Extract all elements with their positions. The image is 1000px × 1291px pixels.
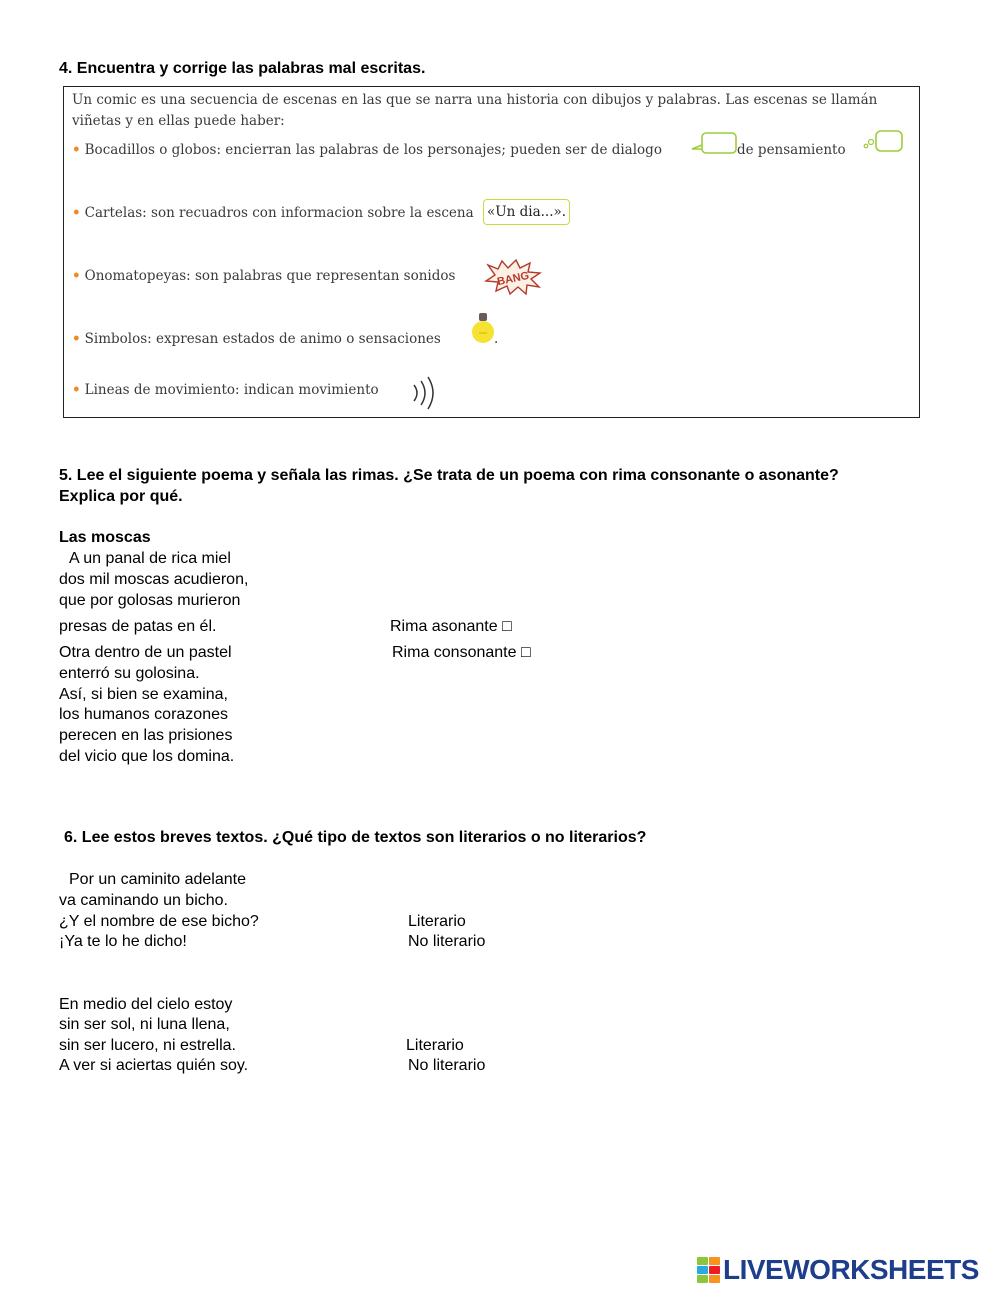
comic-text-box [63, 86, 920, 418]
logo-blocks-icon [697, 1257, 721, 1283]
text2-line: sin ser sol, ni luna llena, [59, 1016, 230, 1033]
poem-line: A un panal de rica miel [69, 550, 231, 567]
poem-line: enterró su golosina. [59, 665, 200, 682]
thought-bubble-icon [862, 129, 906, 157]
logo-text: LIVEWORKSHEETS [723, 1254, 979, 1285]
poem-line: que por golosas murieron [59, 592, 241, 609]
q6-title: 6. Lee estos breves textos. ¿Qué tipo de textos son literarios o no literarios? [64, 829, 647, 846]
text1-option-literario[interactable]: Literario [408, 913, 466, 930]
bullet-icon: • [72, 268, 81, 284]
liveworksheets-logo [697, 1255, 979, 1285]
q5-title-line2: Explica por qué. [59, 488, 183, 505]
poem-line: Otra dentro de un pastel [59, 644, 232, 661]
poem-line: perecen en las prisiones [59, 727, 233, 744]
q4-title: 4. Encuentra y corrige las palabras mal escritas. [59, 60, 426, 77]
comic-item-pensamiento: de pensamiento [737, 142, 846, 158]
text1-line: va caminando un bicho. [59, 892, 228, 909]
comic-intro-line1: Un comic es una secuencia de escenas en las que se narra una historia con dibujos y palabras. Las escenas se llamán [72, 92, 878, 108]
poem-line: los humanos corazones [59, 706, 228, 723]
text1-option-no-literario[interactable]: No literario [408, 933, 486, 950]
option-rima-asonante[interactable]: Rima asonante □ [390, 618, 512, 635]
bullet-icon: • [72, 205, 81, 221]
bang-icon [484, 259, 542, 295]
comic-intro-line2: viñetas y en ellas puede haber: [72, 113, 285, 129]
bullet-icon: • [72, 142, 81, 158]
motion-lines-icon [410, 375, 440, 413]
text1-line: ¿Y el nombre de ese bicho? [59, 913, 259, 930]
comic-item-bocadillos: • Bocadillos o globos: encierran las palabras de los personajes; pueden ser de dialogo [72, 142, 662, 158]
bullet-icon: • [72, 331, 81, 347]
text2-line: sin ser lucero, ni estrella. [59, 1037, 236, 1054]
text1-line: ¡Ya te lo he dicho! [59, 933, 187, 950]
text2-line: En medio del cielo estoy [59, 996, 233, 1013]
q5-title-line1: 5. Lee el siguiente poema y señala las rimas. ¿Se trata de un poema con rima consonante o asonante? [59, 467, 839, 484]
comic-item-onomatopeyas: • Onomatopeyas: son palabras que representan sonidos [72, 268, 456, 284]
text2-line: A ver si aciertas quién soy. [59, 1057, 249, 1074]
text1-line: Por un caminito adelante [69, 871, 246, 888]
text2-option-literario[interactable]: Literario [406, 1037, 464, 1054]
cartela-example: «Un dia...». [483, 199, 570, 225]
poem-line: presas de patas en él. [59, 618, 217, 635]
bullet-icon: • [72, 382, 81, 398]
text2-option-no-literario[interactable]: No literario [408, 1057, 486, 1074]
poem-line: del vicio que los domina. [59, 748, 235, 765]
poem-title: Las moscas [59, 529, 151, 546]
comic-item-lineas: • Lineas de movimiento: indican movimiento [72, 382, 379, 398]
comic-item-cartelas: • Cartelas: son recuadros con informacion sobre la escena [72, 205, 474, 221]
comic-item-simbolos: • Simbolos: expresan estados de animo o sensaciones [72, 331, 441, 347]
poem-line: dos mil moscas acudieron, [59, 571, 249, 588]
simbolos-period: . [494, 331, 499, 347]
speech-bubble-icon [690, 131, 740, 157]
poem-line: Así, si bien se examina, [59, 686, 228, 703]
bang-label: BANG [496, 269, 531, 289]
option-rima-consonante[interactable]: Rima consonante □ [392, 644, 531, 661]
